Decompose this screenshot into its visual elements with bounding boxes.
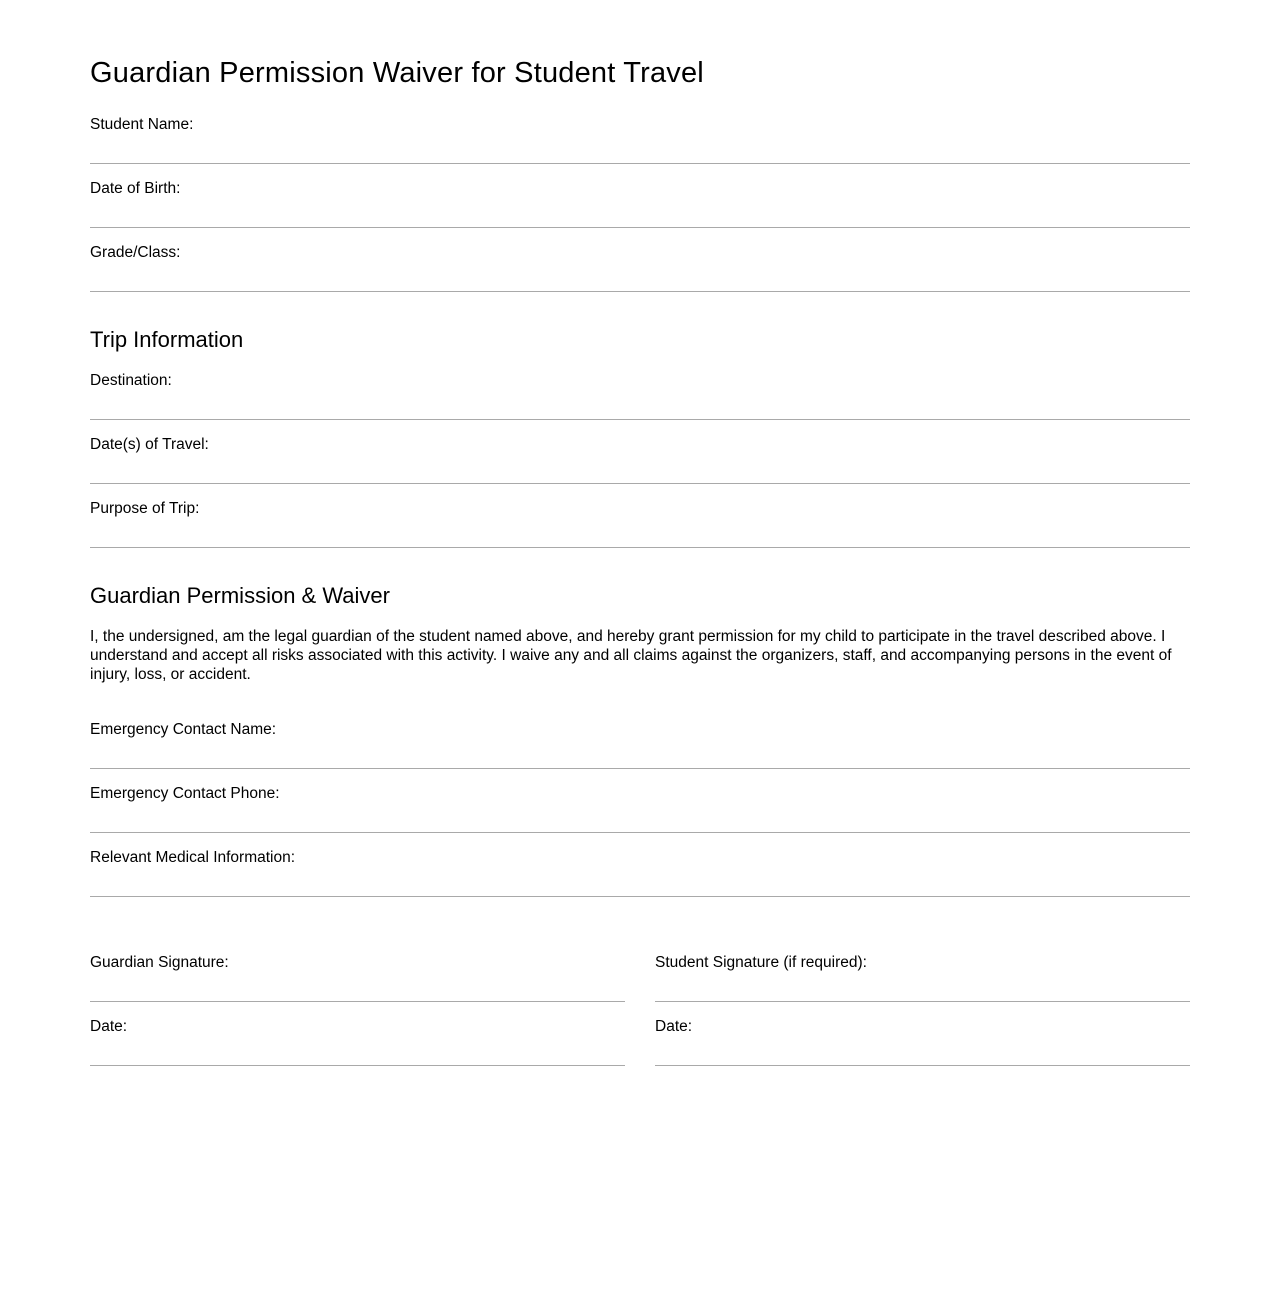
relevant-medical-information-input-line[interactable] bbox=[90, 867, 1190, 897]
emergency-contact-name-input-line[interactable] bbox=[90, 739, 1190, 769]
field-emergency-contact-name bbox=[90, 721, 1190, 769]
field-relevant-medical-information bbox=[90, 849, 1190, 897]
signature-column-student bbox=[655, 954, 1190, 1082]
waiver-paragraph: I, the undersigned, am the legal guardian of the student named above, and hereby grant permission for my child to participate in the travel described above. I understand and accept all risks associated with this activity. I waive any and all claims against the organizers, staff, and accompanying persons in the event of injury, loss, or accident. bbox=[90, 627, 1172, 684]
section-heading-trip-information: Trip Information bbox=[90, 327, 244, 353]
field-label: Student Signature (if required): bbox=[655, 953, 867, 971]
purpose-of-trip-input-line[interactable] bbox=[90, 518, 1190, 548]
field-dates-of-travel bbox=[90, 436, 1190, 484]
field-label: Grade/Class: bbox=[90, 244, 181, 262]
field-date-of-birth bbox=[90, 180, 1190, 228]
guardian-signature-input-line[interactable] bbox=[90, 972, 625, 1002]
field-label: Purpose of Trip: bbox=[90, 499, 200, 517]
student-date-input-line[interactable] bbox=[655, 1036, 1190, 1066]
student-name-input-line[interactable] bbox=[90, 134, 1190, 164]
grade-class-input-line[interactable] bbox=[90, 262, 1190, 292]
field-grade-class bbox=[90, 244, 1190, 292]
signature-section bbox=[90, 954, 1190, 1082]
field-emergency-contact-phone bbox=[90, 785, 1190, 833]
field-student-name bbox=[90, 116, 1190, 164]
dates-of-travel-input-line[interactable] bbox=[90, 454, 1190, 484]
date-of-birth-input-line[interactable] bbox=[90, 198, 1190, 228]
section-heading-guardian-permission-waiver: Guardian Permission & Waiver bbox=[90, 582, 390, 608]
field-label: Date(s) of Travel: bbox=[90, 435, 209, 453]
signature-column-guardian bbox=[90, 954, 625, 1082]
page-title: Guardian Permission Waiver for Student Travel bbox=[90, 57, 704, 89]
field-label: Date: bbox=[90, 1017, 128, 1035]
emergency-contact-phone-input-line[interactable] bbox=[90, 803, 1190, 833]
field-label: Student Name: bbox=[90, 116, 194, 134]
field-guardian-signature bbox=[90, 954, 625, 1002]
field-label: Date of Birth: bbox=[90, 180, 181, 198]
field-label: Relevant Medical Information: bbox=[90, 848, 296, 866]
student-signature-input-line[interactable] bbox=[655, 972, 1190, 1002]
field-label: Emergency Contact Phone: bbox=[90, 784, 280, 802]
field-label: Guardian Signature: bbox=[90, 953, 229, 971]
field-purpose-of-trip bbox=[90, 500, 1190, 548]
destination-input-line[interactable] bbox=[90, 390, 1190, 420]
guardian-date-input-line[interactable] bbox=[90, 1036, 625, 1066]
field-student-date bbox=[655, 1018, 1190, 1066]
field-student-signature bbox=[655, 954, 1190, 1002]
field-label: Destination: bbox=[90, 371, 172, 389]
field-label: Emergency Contact Name: bbox=[90, 720, 277, 738]
field-destination bbox=[90, 372, 1190, 420]
field-guardian-date bbox=[90, 1018, 625, 1066]
field-label: Date: bbox=[655, 1017, 693, 1035]
